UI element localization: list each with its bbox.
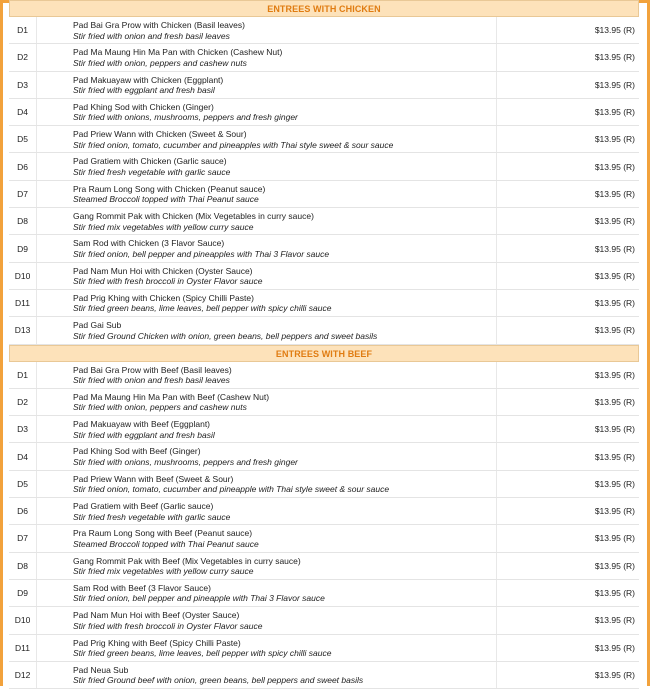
item-price: $13.95 (R) bbox=[594, 52, 635, 63]
item-price: $13.95 (R) bbox=[594, 216, 635, 227]
menu-item-row bbox=[9, 17, 639, 44]
menu-item-row bbox=[9, 44, 639, 71]
item-description-block bbox=[73, 474, 493, 495]
menu-item-row bbox=[9, 235, 639, 262]
menu-item-row bbox=[9, 72, 639, 99]
item-price: $13.95 (R) bbox=[594, 397, 635, 407]
menu-item-row bbox=[9, 317, 639, 344]
item-name: Pad Priew Wann with Chicken (Sweet & Sour) bbox=[73, 129, 247, 140]
item-code: D2 bbox=[9, 389, 37, 415]
menu-item-row bbox=[9, 553, 639, 580]
price-cell bbox=[496, 44, 639, 70]
item-description-block bbox=[73, 501, 493, 522]
item-description-block bbox=[73, 266, 493, 287]
item-price: $13.95 (R) bbox=[594, 243, 635, 254]
item-price: $13.95 (R) bbox=[594, 642, 635, 653]
item-code: D9 bbox=[9, 580, 37, 606]
item-description-block bbox=[73, 583, 493, 604]
item-description-block bbox=[73, 638, 493, 659]
item-price: $13.95 (R) bbox=[594, 588, 635, 599]
item-description: Stir fried onion, tomato, cucumber and pineapple with Thai style sweet & sour sauce bbox=[73, 484, 390, 495]
price-cell bbox=[496, 443, 639, 469]
item-name: Pad Gai Sub bbox=[73, 320, 122, 331]
item-description-block bbox=[73, 419, 493, 440]
price-cell bbox=[496, 498, 639, 524]
item-name: Pad Priew Wann with Beef (Sweet & Sour) bbox=[73, 473, 234, 484]
item-price: $13.95 (R) bbox=[594, 478, 635, 489]
item-description-block bbox=[73, 238, 493, 259]
price-cell bbox=[496, 525, 639, 551]
item-code: D2 bbox=[9, 44, 37, 70]
item-price: $13.95 (R) bbox=[594, 298, 635, 309]
item-description: Stir fried with eggplant and fresh basil bbox=[73, 429, 215, 440]
item-name: Pad Bai Gra Prow with Beef (Basil leaves) bbox=[73, 364, 232, 375]
item-name: Pra Raum Long Song with Beef (Peanut sauce) bbox=[73, 528, 253, 539]
item-code: D10 bbox=[9, 263, 37, 289]
section-header: ENTREES WITH CHICKEN bbox=[9, 0, 639, 17]
item-name: Pra Raum Long Song with Chicken (Peanut sauce) bbox=[73, 183, 266, 194]
price-cell bbox=[496, 635, 639, 661]
item-name: Pad Prig Khing with Beef (Spicy Chilli Paste) bbox=[73, 637, 241, 648]
item-description: Stir fried onion, bell pepper and pineapples with Thai 3 Flavor sauce bbox=[73, 248, 330, 259]
item-name: Pad Gratiem with Chicken (Garlic sauce) bbox=[73, 156, 227, 167]
menu-item-row bbox=[9, 662, 639, 689]
menu-item-row bbox=[9, 362, 639, 389]
item-name: Pad Prig Khing with Chicken (Spicy Chilli Paste) bbox=[73, 292, 254, 303]
item-description-block bbox=[73, 446, 493, 467]
menu-item-row bbox=[9, 389, 639, 416]
item-description: Stir fried with fresh broccoli in Oyster Flavor sauce bbox=[73, 276, 263, 287]
price-cell bbox=[496, 72, 639, 98]
item-description: Stir fried with eggplant and fresh basil bbox=[73, 85, 215, 96]
item-name: Pad Makuayaw with Chicken (Eggplant) bbox=[73, 74, 224, 85]
item-name: Pad Khing Sod with Beef (Ginger) bbox=[73, 446, 201, 457]
item-description: Stir fried with onion and fresh basil leaves bbox=[73, 30, 230, 41]
item-name: Pad Gratiem with Beef (Garlic sauce) bbox=[73, 501, 214, 512]
item-description: Stir fried fresh vegetable with garlic sauce bbox=[73, 511, 231, 522]
item-description-block bbox=[73, 392, 493, 413]
price-cell bbox=[496, 389, 639, 415]
price-cell bbox=[496, 416, 639, 442]
item-code: D7 bbox=[9, 525, 37, 551]
item-description-block bbox=[73, 20, 493, 41]
item-code: D3 bbox=[9, 72, 37, 98]
section-header: ENTREES WITH BEEF bbox=[9, 345, 639, 362]
menu-item-row bbox=[9, 208, 639, 235]
item-code: D8 bbox=[9, 208, 37, 234]
item-code: D11 bbox=[9, 290, 37, 316]
price-cell bbox=[496, 17, 639, 43]
item-name: Gang Rommit Pak with Chicken (Mix Vegetables in curry sauce) bbox=[73, 211, 314, 222]
item-name: Pad Bai Gra Prow with Chicken (Basil leaves) bbox=[73, 20, 245, 30]
item-name: Pad Ma Maung Hin Ma Pan with Chicken (Cashew Nut) bbox=[73, 47, 283, 58]
menu-item-row bbox=[9, 416, 639, 443]
item-description-block bbox=[73, 528, 493, 549]
item-price: $13.95 (R) bbox=[594, 188, 635, 199]
item-price: $13.95 (R) bbox=[594, 270, 635, 281]
price-cell bbox=[496, 362, 639, 388]
item-description-block bbox=[73, 320, 493, 341]
item-code: D9 bbox=[9, 235, 37, 261]
item-price: $13.95 (R) bbox=[594, 25, 635, 36]
price-cell bbox=[496, 607, 639, 633]
item-description-block bbox=[73, 665, 493, 686]
item-code: D5 bbox=[9, 471, 37, 497]
menu-item-row bbox=[9, 290, 639, 317]
item-code: D4 bbox=[9, 443, 37, 469]
item-description-block bbox=[73, 184, 493, 205]
price-cell bbox=[496, 208, 639, 234]
menu-item-row bbox=[9, 471, 639, 498]
menu-item-row bbox=[9, 181, 639, 208]
item-description: Stir fried onion, tomato, cucumber and pineapples with Thai style sweet & sour sauce bbox=[73, 139, 394, 150]
item-price: $13.95 (R) bbox=[594, 107, 635, 118]
item-price: $13.95 (R) bbox=[594, 615, 635, 626]
price-cell bbox=[496, 553, 639, 579]
item-code: D10 bbox=[9, 607, 37, 633]
menu-item-row bbox=[9, 635, 639, 662]
item-code: D12 bbox=[9, 662, 37, 688]
item-price: $13.95 (R) bbox=[594, 533, 635, 544]
item-description: Stir fried Ground beef with onion, green beans, bell peppers and sweet basils bbox=[73, 675, 364, 686]
item-description-block bbox=[73, 47, 493, 68]
item-description: Stir fried green beans, lime leaves, bell pepper with spicy chilli sauce bbox=[73, 303, 332, 314]
item-code: D13 bbox=[9, 317, 37, 343]
menu-item-row bbox=[9, 525, 639, 552]
price-cell bbox=[496, 126, 639, 152]
item-description-block bbox=[73, 129, 493, 150]
item-price: $13.95 (R) bbox=[594, 79, 635, 90]
item-name: Sam Rod with Beef (3 Flavor Sauce) bbox=[73, 582, 211, 593]
item-price: $13.95 (R) bbox=[594, 451, 635, 462]
price-cell bbox=[496, 153, 639, 179]
item-price: $13.95 (R) bbox=[594, 669, 635, 680]
price-cell bbox=[496, 580, 639, 606]
item-description: Steamed Broccoli topped with Thai Peanut sauce bbox=[73, 538, 259, 549]
price-cell bbox=[496, 181, 639, 207]
item-name: Pad Khing Sod with Chicken (Ginger) bbox=[73, 101, 214, 112]
item-price: $13.95 (R) bbox=[594, 325, 635, 336]
item-name: Sam Rod with Chicken (3 Flavor Sauce) bbox=[73, 238, 225, 249]
menu-item-row bbox=[9, 443, 639, 470]
item-description-block bbox=[73, 556, 493, 577]
item-code: D7 bbox=[9, 181, 37, 207]
item-description-block bbox=[73, 75, 493, 96]
item-code: D3 bbox=[9, 416, 37, 442]
item-description: Stir fried mix vegetables with yellow curry sauce bbox=[73, 566, 254, 577]
price-cell bbox=[496, 99, 639, 125]
item-description: Stir fried with onions, mushrooms, peppers and fresh ginger bbox=[73, 456, 298, 467]
item-description-block bbox=[73, 610, 493, 631]
price-cell bbox=[496, 317, 639, 343]
item-price: $13.95 (R) bbox=[594, 134, 635, 145]
item-name: Pad Nam Mun Hoi with Chicken (Oyster Sauce) bbox=[73, 265, 253, 276]
menu-item-row bbox=[9, 126, 639, 153]
price-cell bbox=[496, 263, 639, 289]
item-price: $13.95 (R) bbox=[594, 560, 635, 571]
item-price: $13.95 (R) bbox=[594, 369, 635, 380]
item-name: Pad Nam Mun Hoi with Beef (Oyster Sauce) bbox=[73, 610, 240, 621]
menu-item-row bbox=[9, 498, 639, 525]
item-description-block bbox=[73, 102, 493, 123]
item-code: D5 bbox=[9, 126, 37, 152]
menu-item-row bbox=[9, 99, 639, 126]
item-price: $13.95 (R) bbox=[594, 424, 635, 435]
item-description: Steamed Broccoli topped with Thai Peanut sauce bbox=[73, 194, 259, 205]
item-price: $13.95 (R) bbox=[594, 506, 635, 517]
item-description: Stir fried onion, bell pepper and pineapple with Thai 3 Flavor sauce bbox=[73, 593, 325, 604]
item-code: D11 bbox=[9, 635, 37, 661]
price-cell bbox=[496, 235, 639, 261]
price-cell bbox=[496, 662, 639, 688]
item-name: Pad Ma Maung Hin Ma Pan with Beef (Cashew Nut) bbox=[73, 391, 270, 402]
item-name: Gang Rommit Pak with Beef (Mix Vegetables in curry sauce) bbox=[73, 555, 301, 566]
item-description-block bbox=[73, 211, 493, 232]
item-description: Stir fried green beans, lime leaves, bell pepper with spicy chilli sauce bbox=[73, 648, 332, 659]
item-code: D4 bbox=[9, 99, 37, 125]
item-description: Stir fried mix vegetables with yellow curry sauce bbox=[73, 221, 254, 232]
item-description: Stir fried with onions, mushrooms, peppers and fresh ginger bbox=[73, 112, 298, 123]
menu-item-row bbox=[9, 153, 639, 180]
menu-item-row bbox=[9, 263, 639, 290]
item-code: D1 bbox=[9, 362, 37, 388]
price-cell bbox=[496, 290, 639, 316]
price-cell bbox=[496, 471, 639, 497]
item-description: Stir fried with fresh broccoli in Oyster Flavor sauce bbox=[73, 620, 263, 631]
item-code: D8 bbox=[9, 553, 37, 579]
item-description: Stir fried with onion, peppers and cashew nuts bbox=[73, 57, 247, 68]
item-name: Pad Makuayaw with Beef (Eggplant) bbox=[73, 419, 211, 430]
item-name: Pad Neua Sub bbox=[73, 664, 129, 675]
item-description-block bbox=[73, 293, 493, 314]
item-code: D1 bbox=[9, 17, 37, 43]
item-description-block bbox=[73, 365, 493, 386]
item-description-block bbox=[73, 156, 493, 177]
item-description: Stir fried with onion and fresh basil leaves bbox=[73, 375, 230, 386]
item-code: D6 bbox=[9, 153, 37, 179]
item-code: D6 bbox=[9, 498, 37, 524]
menu-item-row bbox=[9, 607, 639, 634]
item-description: Stir fried fresh vegetable with garlic sauce bbox=[73, 166, 231, 177]
item-description: Stir fried Ground Chicken with onion, green beans, bell peppers and sweet basils bbox=[73, 330, 378, 341]
item-description: Stir fried with onion, peppers and cashew nuts bbox=[73, 402, 247, 413]
menu-item-row bbox=[9, 580, 639, 607]
item-price: $13.95 (R) bbox=[594, 161, 635, 172]
menu-table bbox=[9, 0, 639, 689]
